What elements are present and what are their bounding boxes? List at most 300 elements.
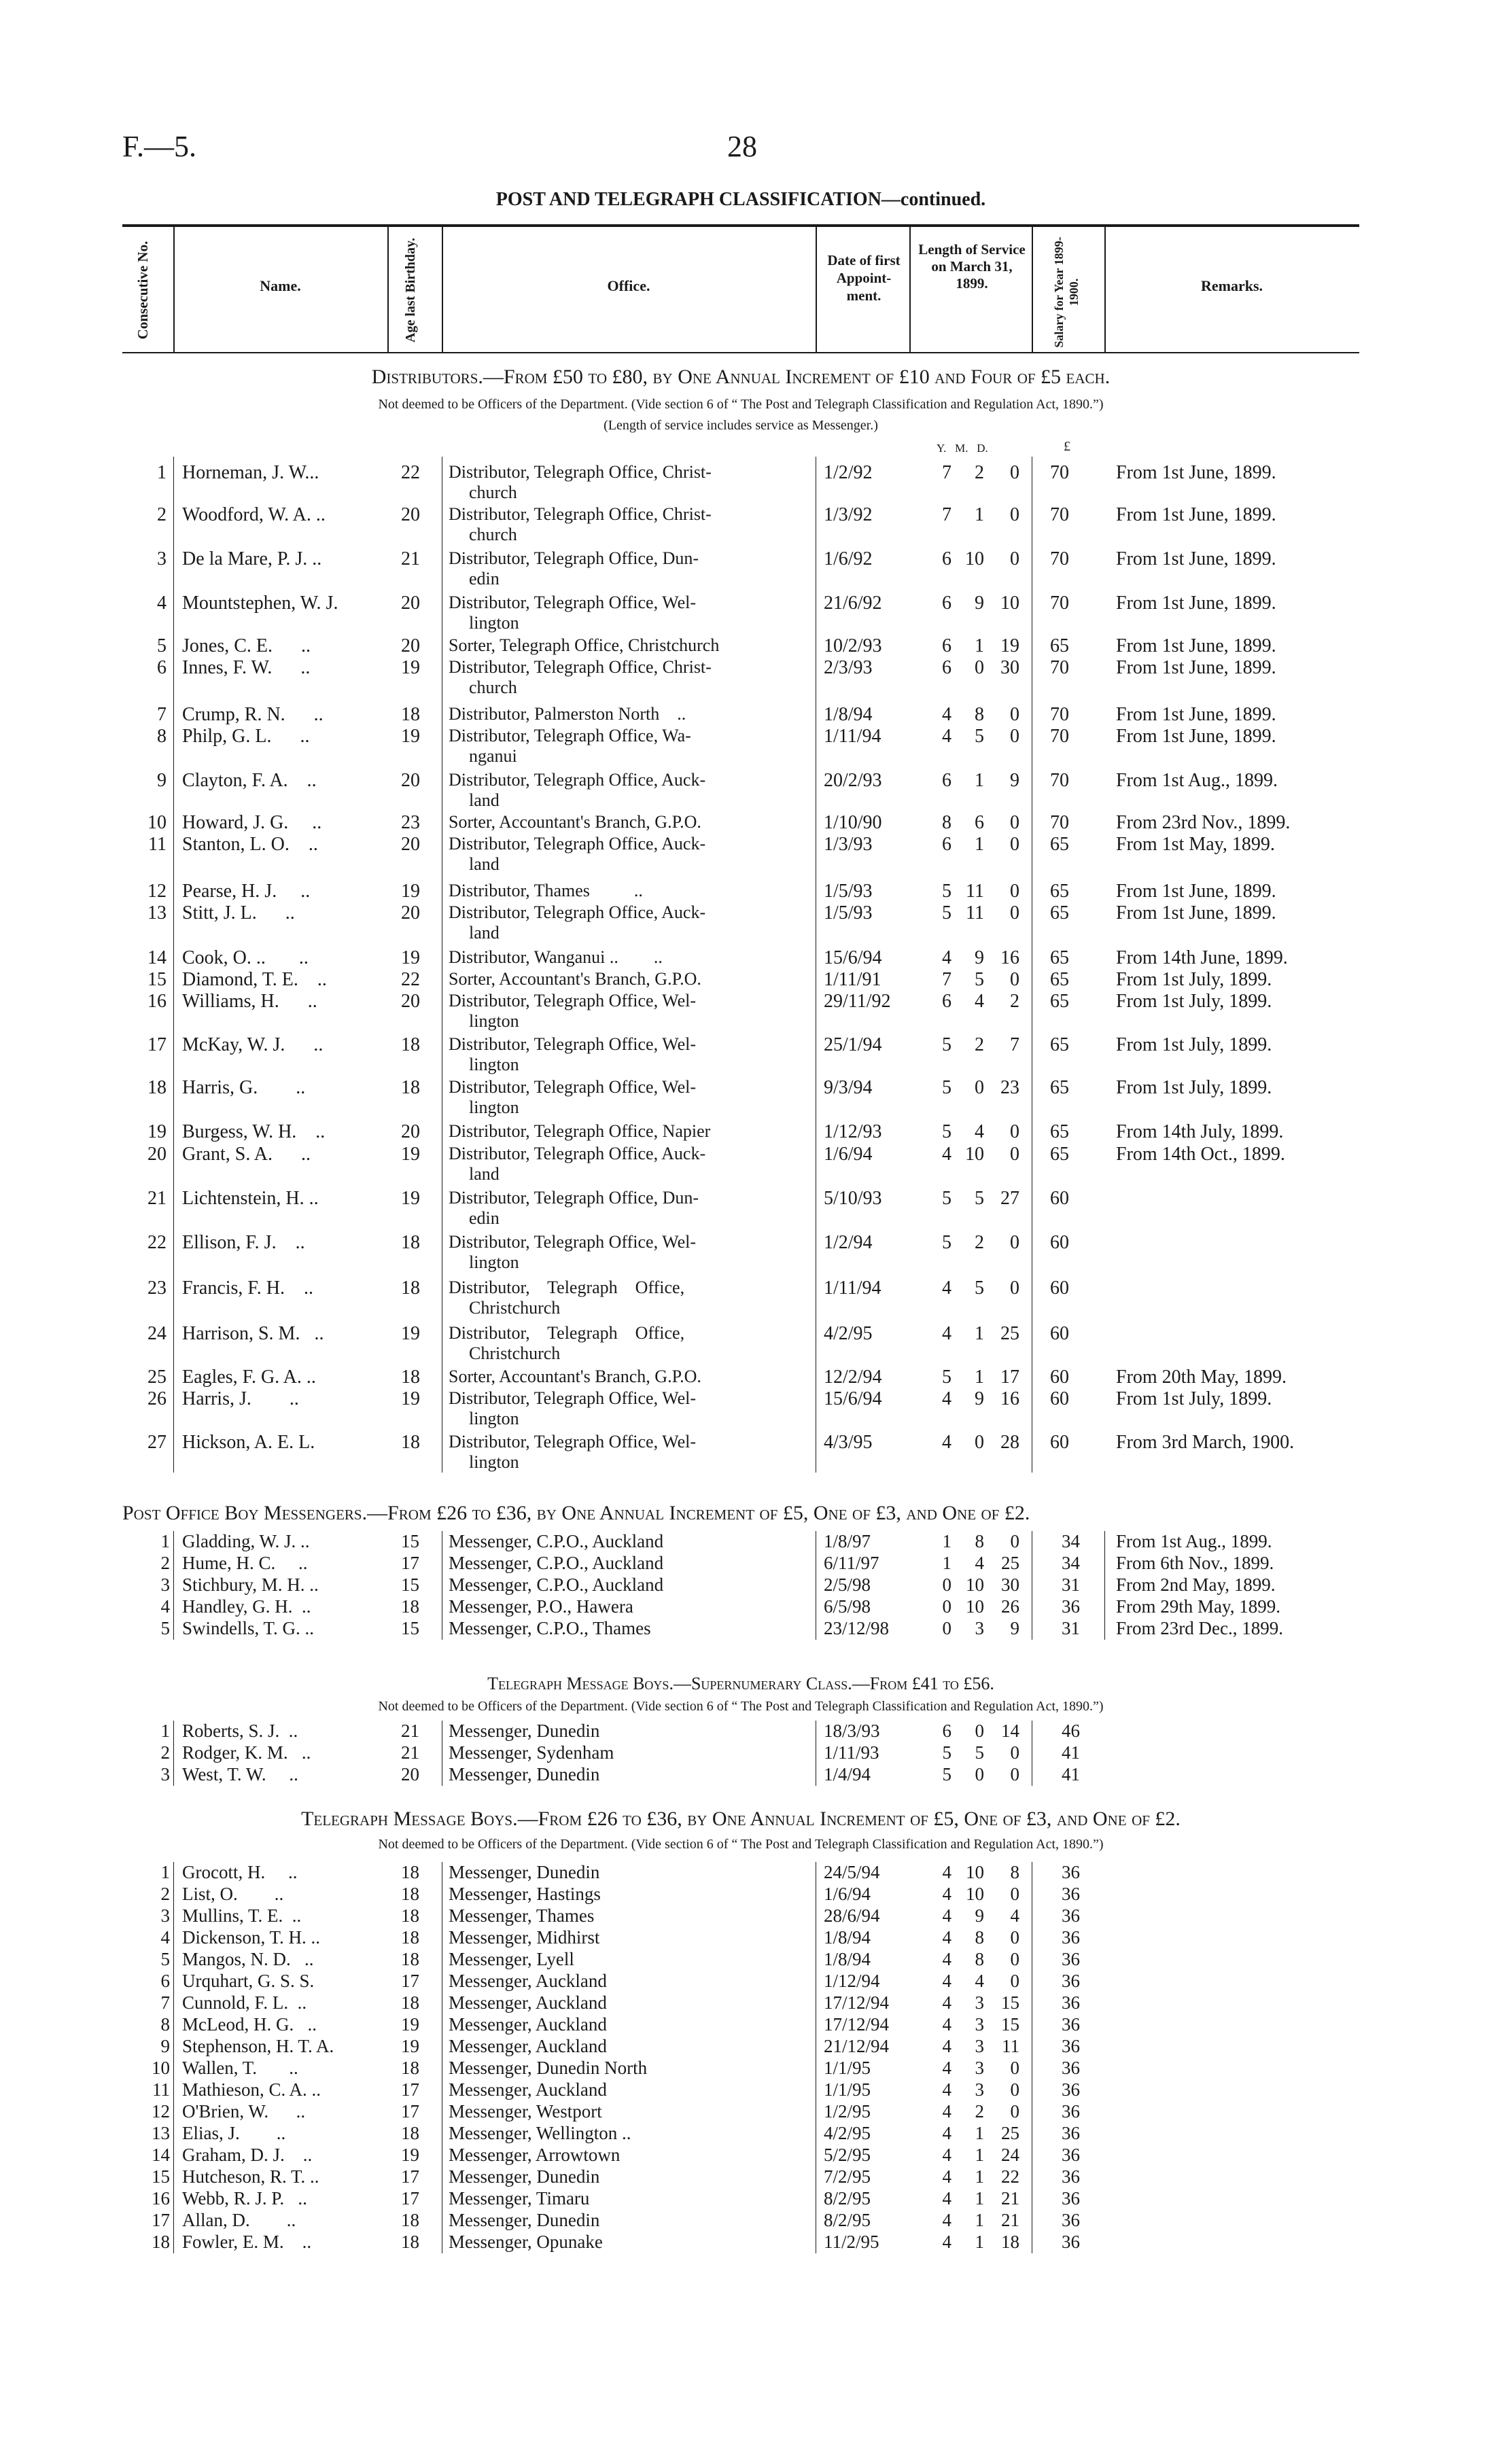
row-age: 18 [401, 1432, 420, 1453]
row-office: Distributor, Telegraph Office, Napier [449, 1121, 711, 1141]
row-years: 4 [942, 726, 951, 747]
row-name: Crump, R. N. .. [182, 704, 324, 725]
row-days: 8 [1010, 1862, 1019, 1882]
row-name: Cunnold, F. L. .. [182, 1992, 307, 2013]
row-years: 4 [942, 1432, 951, 1453]
row-salary: 36 [1062, 1971, 1080, 1991]
row-office: Distributor, Telegraph Office, Wel- [449, 1232, 696, 1252]
row-name: Stanton, L. O. .. [182, 834, 318, 855]
row-years: 5 [942, 1188, 951, 1209]
row-office: Messenger, Auckland [449, 2036, 607, 2056]
row-no: 22 [147, 1232, 167, 1253]
row-no: 1 [157, 462, 167, 483]
row-no: 13 [152, 2123, 170, 2143]
row-name: Grant, S. A. .. [182, 1144, 311, 1165]
row-date: 5/10/93 [824, 1188, 882, 1209]
row-years: 6 [942, 991, 951, 1012]
row-office-cont: land [469, 790, 500, 810]
row-no: 1 [160, 1531, 170, 1551]
row-date: 25/1/94 [824, 1034, 882, 1055]
row-no: 1 [160, 1862, 170, 1882]
row-age: 15 [401, 1618, 419, 1638]
row-date: 1/1/95 [824, 2058, 871, 2078]
row-no: 15 [152, 2166, 170, 2187]
row-years: 6 [942, 834, 951, 855]
row-name: Allan, D. .. [182, 2210, 296, 2230]
row-name: Handley, G. H. .. [182, 1596, 311, 1617]
row-office: Distributor, Telegraph Office, Dun- [449, 548, 699, 568]
row-years: 8 [942, 812, 951, 833]
row-name: Harrison, S. M. .. [182, 1323, 324, 1344]
row-office: Messenger, Auckland [449, 2014, 607, 2035]
row-office: Sorter, Accountant's Branch, G.P.O. [449, 812, 701, 832]
row-no: 12 [147, 881, 167, 902]
row-age: 18 [401, 1905, 419, 1926]
row-salary: 36 [1062, 1862, 1080, 1882]
row-date: 1/11/94 [824, 1278, 881, 1299]
row-no: 3 [160, 1764, 170, 1784]
row-salary: 60 [1050, 1432, 1069, 1453]
row-salary: 70 [1050, 770, 1069, 791]
header-no: Consecutive No. [135, 241, 151, 340]
row-salary: 41 [1062, 1742, 1080, 1763]
row-office: Distributor, Telegraph Office, Auck- [449, 834, 706, 853]
row-age: 23 [401, 812, 420, 833]
body-divider [173, 1721, 174, 1786]
row-no: 16 [152, 2188, 170, 2208]
row-date: 23/12/98 [824, 1618, 890, 1638]
row-months: 8 [975, 704, 984, 725]
row-days: 0 [1010, 2058, 1019, 2078]
row-name: Francis, F. H. .. [182, 1278, 313, 1299]
body-divider [173, 457, 174, 1473]
row-years: 4 [942, 1862, 951, 1882]
row-salary: 70 [1050, 726, 1069, 747]
row-years: 5 [942, 1742, 951, 1763]
row-date: 1/4/94 [824, 1764, 871, 1784]
row-salary: 46 [1062, 1721, 1080, 1741]
row-days: 0 [1010, 881, 1019, 902]
row-months: 10 [965, 548, 984, 569]
row-date: 6/11/97 [824, 1553, 879, 1573]
row-age: 19 [401, 2145, 419, 2165]
row-date: 4/2/95 [824, 1323, 873, 1344]
row-age: 15 [401, 1574, 419, 1595]
row-days: 0 [1010, 1232, 1019, 1253]
row-age: 17 [401, 2079, 419, 2100]
row-years: 4 [942, 2188, 951, 2208]
row-months: 9 [975, 1388, 984, 1409]
row-years: 4 [942, 2145, 951, 2165]
row-no: 14 [147, 947, 167, 968]
row-years: 7 [942, 504, 951, 525]
row-salary: 60 [1050, 1232, 1069, 1253]
row-years: 7 [942, 462, 951, 483]
row-age: 18 [401, 2123, 419, 2143]
row-office-cont: lington [469, 1097, 519, 1117]
row-salary: 36 [1062, 2101, 1080, 2122]
row-office: Distributor, Telegraph Office, Wa- [449, 726, 691, 745]
row-days: 15 [1001, 2014, 1019, 2035]
row-name: Gladding, W. J. .. [182, 1531, 310, 1551]
row-months: 8 [975, 1949, 984, 1969]
row-name: Stitt, J. L. .. [182, 902, 295, 923]
row-months: 4 [975, 1971, 984, 1991]
row-salary: 65 [1050, 991, 1069, 1012]
body-divider [1104, 1531, 1105, 1640]
row-remarks: From 1st Aug., 1899. [1116, 770, 1278, 791]
row-days: 21 [1001, 2188, 1019, 2208]
row-office: Messenger, Auckland [449, 2079, 607, 2100]
row-remarks: From 14th Oct., 1899. [1116, 1144, 1285, 1165]
row-age: 18 [401, 2210, 419, 2230]
row-years: 0 [942, 1596, 951, 1617]
row-date: 1/2/92 [824, 462, 873, 483]
row-name: Burgess, W. H. .. [182, 1121, 326, 1142]
row-no: 2 [160, 1742, 170, 1763]
body-divider [173, 1531, 174, 1640]
row-days: 0 [1010, 1884, 1019, 1904]
row-days: 4 [1010, 1905, 1019, 1926]
page-code: F.—5. [122, 130, 196, 163]
row-years: 4 [942, 704, 951, 725]
row-days: 0 [1010, 902, 1019, 923]
row-no: 3 [160, 1574, 170, 1595]
row-months: 1 [975, 834, 984, 855]
row-name: Mathieson, C. A. .. [182, 2079, 321, 2100]
row-office-cont: Christchurch [469, 1298, 561, 1318]
row-name: Mullins, T. E. .. [182, 1905, 302, 1926]
row-date: 5/2/95 [824, 2145, 871, 2165]
header-divider [1032, 227, 1033, 352]
row-years: 4 [942, 1905, 951, 1926]
row-age: 19 [401, 1388, 420, 1409]
row-remarks: From 1st June, 1899. [1116, 704, 1276, 725]
header-divider [387, 227, 389, 352]
row-remarks: From 3rd March, 1900. [1116, 1432, 1295, 1453]
row-name: McLeod, H. G. .. [182, 2014, 317, 2035]
row-days: 30 [1000, 657, 1019, 678]
row-salary: 70 [1050, 548, 1069, 569]
row-salary: 36 [1062, 1949, 1080, 1969]
row-age: 17 [401, 2166, 419, 2187]
row-age: 22 [401, 969, 420, 990]
row-months: 3 [975, 2036, 984, 2056]
row-office: Messenger, Wellington .. [449, 2123, 631, 2143]
supernumerary-heading: Telegraph Message Boys.—Supernumerary Class.—From £41 to £56. [487, 1674, 994, 1693]
row-days: 0 [1010, 812, 1019, 833]
row-salary: 65 [1050, 1077, 1069, 1098]
row-no: 24 [147, 1323, 167, 1344]
header-age: Age last Birthday. [403, 238, 418, 342]
row-days: 0 [1010, 2101, 1019, 2122]
row-months: 6 [975, 812, 984, 833]
row-months: 10 [966, 1884, 984, 1904]
row-remarks: From 1st June, 1899. [1116, 593, 1276, 614]
row-date: 1/3/93 [824, 834, 873, 855]
row-years: 4 [942, 2210, 951, 2230]
row-months: 0 [975, 1432, 984, 1453]
row-days: 26 [1001, 1596, 1019, 1617]
row-remarks: From 1st June, 1899. [1116, 504, 1276, 525]
row-office: Distributor, Thames .. [449, 881, 643, 900]
row-remarks: From 1st June, 1899. [1116, 881, 1276, 902]
header-divider [909, 227, 911, 352]
row-months: 3 [975, 1992, 984, 2013]
row-salary: 65 [1050, 834, 1069, 855]
row-years: 4 [942, 947, 951, 968]
row-days: 27 [1000, 1188, 1019, 1209]
row-years: 4 [942, 2101, 951, 2122]
row-salary: 65 [1050, 1144, 1069, 1165]
row-salary: 41 [1062, 1764, 1080, 1784]
row-remarks: From 1st July, 1899. [1116, 1034, 1272, 1055]
row-no: 2 [160, 1553, 170, 1573]
row-no: 11 [148, 834, 167, 855]
row-no: 16 [147, 991, 167, 1012]
row-date: 1/2/94 [824, 1232, 873, 1253]
row-name: Pearse, H. J. .. [182, 881, 311, 902]
row-date: 10/2/93 [824, 635, 882, 656]
row-name: Woodford, W. A. .. [182, 504, 326, 525]
row-office: Messenger, Dunedin North [449, 2058, 648, 2078]
row-age: 18 [401, 1278, 420, 1299]
row-years: 6 [942, 635, 951, 656]
row-age: 18 [401, 1596, 419, 1617]
row-days: 0 [1010, 1971, 1019, 1991]
row-no: 23 [147, 1278, 167, 1299]
row-days: 25 [1001, 1553, 1019, 1573]
row-name: Howard, J. G. .. [182, 812, 322, 833]
row-age: 20 [401, 902, 420, 923]
row-date: 15/6/94 [824, 947, 882, 968]
row-office: Messenger, Arrowtown [449, 2145, 621, 2165]
row-date: 1/8/94 [824, 704, 873, 725]
row-months: 1 [975, 635, 984, 656]
row-office: Distributor, Telegraph Office, Christ- [449, 462, 712, 482]
row-office-cont: lington [469, 613, 519, 633]
row-name: Swindells, T. G. .. [182, 1618, 315, 1638]
distributors-heading: Distributors.—From £50 to £80, by One Annual Increment of £10 and Four of £5 each. [371, 366, 1111, 388]
row-office: Messenger, Dunedin [449, 1721, 600, 1741]
row-days: 0 [1010, 969, 1019, 990]
row-days: 25 [1001, 2123, 1019, 2143]
row-days: 16 [1000, 1388, 1019, 1409]
row-office: Distributor, Telegraph Office, Dun- [449, 1188, 699, 1208]
row-months: 2 [975, 1232, 984, 1253]
header-name: Name. [260, 277, 301, 294]
row-months: 4 [975, 1553, 984, 1573]
row-days: 22 [1001, 2166, 1019, 2187]
row-age: 19 [401, 1188, 420, 1209]
row-office: Messenger, Lyell [449, 1949, 574, 1969]
row-salary: 65 [1050, 1121, 1069, 1142]
row-years: 4 [942, 2123, 951, 2143]
row-age: 18 [401, 1034, 420, 1055]
row-office-cont: lington [469, 1011, 519, 1031]
row-months: 1 [975, 2188, 984, 2208]
row-age: 21 [401, 1742, 419, 1763]
row-salary: 70 [1050, 812, 1069, 833]
row-name: Urquhart, G. S. S. [182, 1971, 315, 1991]
row-no: 10 [152, 2058, 170, 2078]
row-salary: 36 [1062, 1884, 1080, 1904]
row-age: 20 [401, 834, 420, 855]
row-years: 5 [942, 1077, 951, 1098]
row-age: 17 [401, 2188, 419, 2208]
row-salary: 60 [1050, 1188, 1069, 1209]
row-years: 4 [942, 1971, 951, 1991]
row-remarks: From 1st June, 1899. [1116, 635, 1276, 656]
row-salary: 70 [1050, 593, 1069, 614]
row-name: Mountstephen, W. J. [182, 593, 338, 614]
row-office: Sorter, Accountant's Branch, G.P.O. [449, 1367, 701, 1386]
row-date: 1/6/94 [824, 1144, 873, 1165]
row-remarks: From 29th May, 1899. [1116, 1596, 1280, 1617]
row-years: 4 [942, 1388, 951, 1409]
row-date: 17/12/94 [824, 1992, 890, 2013]
row-age: 19 [401, 1144, 420, 1165]
row-name: List, O. .. [182, 1884, 284, 1904]
row-months: 2 [975, 2101, 984, 2122]
row-no: 19 [147, 1121, 167, 1142]
row-months: 0 [975, 1764, 984, 1784]
row-salary: 60 [1050, 1323, 1069, 1344]
row-days: 19 [1000, 635, 1019, 656]
row-months: 8 [975, 1927, 984, 1948]
row-years: 4 [942, 1949, 951, 1969]
row-name: Hutcheson, R. T. .. [182, 2166, 319, 2187]
row-years: 4 [942, 2232, 951, 2252]
row-days: 17 [1000, 1367, 1019, 1388]
row-remarks: From 1st June, 1899. [1116, 548, 1276, 569]
row-months: 9 [975, 947, 984, 968]
row-office-cont: lington [469, 1409, 519, 1428]
row-years: 5 [942, 881, 951, 902]
row-months: 4 [975, 1121, 984, 1142]
row-office: Messenger, Auckland [449, 1971, 607, 1991]
row-days: 0 [1010, 1949, 1019, 1969]
row-date: 1/5/93 [824, 881, 873, 902]
row-years: 1 [942, 1553, 951, 1573]
header-bottom-rule [122, 352, 1359, 353]
row-no: 21 [147, 1188, 167, 1209]
row-no: 9 [160, 2036, 170, 2056]
row-salary: 36 [1062, 2058, 1080, 2078]
row-date: 1/2/95 [824, 2101, 871, 2122]
row-office: Sorter, Accountant's Branch, G.P.O. [449, 969, 701, 989]
row-months: 5 [975, 726, 984, 747]
row-years: 0 [942, 1618, 951, 1638]
row-months: 5 [975, 969, 984, 990]
row-office: Distributor, Telegraph Office, Auck- [449, 902, 706, 922]
row-days: 15 [1001, 1992, 1019, 2013]
row-salary: 70 [1050, 704, 1069, 725]
row-no: 27 [147, 1432, 167, 1453]
row-name: Grocott, H. .. [182, 1862, 298, 1882]
row-years: 4 [942, 2014, 951, 2035]
row-date: 8/2/95 [824, 2210, 871, 2230]
row-days: 0 [1010, 462, 1019, 483]
row-years: 0 [942, 1574, 951, 1595]
row-office-cont: edin [469, 1208, 500, 1228]
row-office: Distributor, Telegraph Office, Wel- [449, 593, 696, 612]
row-months: 0 [975, 657, 984, 678]
row-age: 20 [401, 593, 420, 614]
header-remarks: Remarks. [1200, 277, 1263, 294]
row-date: 20/2/93 [824, 770, 882, 791]
row-days: 18 [1001, 2232, 1019, 2252]
header-office: Office. [607, 277, 650, 294]
row-days: 2 [1010, 991, 1019, 1012]
row-days: 0 [1010, 1278, 1019, 1299]
row-no: 7 [160, 1992, 170, 2013]
row-months: 11 [966, 881, 984, 902]
row-remarks: From 23rd Nov., 1899. [1116, 812, 1291, 833]
row-salary: 34 [1062, 1553, 1080, 1573]
row-remarks: From 1st July, 1899. [1116, 1077, 1272, 1098]
row-salary: 65 [1050, 881, 1069, 902]
header-salary: Salary for Year 1899-1900. [1052, 236, 1081, 348]
row-office: Messenger, Opunake [449, 2232, 603, 2252]
row-office-cont: land [469, 1164, 500, 1184]
row-days: 0 [1010, 1144, 1019, 1165]
row-office: Sorter, Telegraph Office, Christchurch [449, 635, 720, 655]
row-office: Distributor, Telegraph Office, Wel- [449, 991, 696, 1010]
row-office-cont: church [469, 525, 517, 544]
row-salary: 36 [1062, 2166, 1080, 2187]
row-office: Messenger, Thames [449, 1905, 595, 1926]
row-no: 2 [160, 1884, 170, 1904]
row-age: 18 [401, 1862, 419, 1882]
units-pound: £ [1064, 439, 1070, 454]
row-remarks: From 2nd May, 1899. [1116, 1574, 1276, 1595]
row-age: 19 [401, 2014, 419, 2035]
row-date: 28/6/94 [824, 1905, 880, 1926]
row-date: 1/5/93 [824, 902, 873, 923]
row-age: 21 [401, 1721, 419, 1741]
row-years: 4 [942, 2058, 951, 2078]
row-salary: 36 [1062, 2079, 1080, 2100]
row-days: 0 [1010, 2079, 1019, 2100]
row-years: 4 [942, 2166, 951, 2187]
row-age: 17 [401, 2101, 419, 2122]
row-age: 18 [401, 1949, 419, 1969]
row-days: 11 [1002, 2036, 1019, 2056]
row-date: 9/3/94 [824, 1077, 873, 1098]
row-office: Distributor, Telegraph Office, [449, 1323, 685, 1343]
row-name: Mangos, N. D. .. [182, 1949, 314, 1969]
row-days: 30 [1001, 1574, 1019, 1595]
row-months: 5 [975, 1188, 984, 1209]
row-office: Distributor, Palmerston North .. [449, 704, 686, 724]
row-no: 11 [152, 2079, 170, 2100]
row-office: Distributor, Telegraph Office, [449, 1278, 685, 1297]
row-no: 9 [157, 770, 167, 791]
row-no: 1 [160, 1721, 170, 1741]
row-name: Lichtenstein, H. .. [182, 1188, 319, 1209]
row-months: 10 [966, 1862, 984, 1882]
row-remarks: From 1st July, 1899. [1116, 1388, 1272, 1409]
row-days: 28 [1000, 1432, 1019, 1453]
row-no: 20 [147, 1144, 167, 1165]
row-salary: 31 [1062, 1574, 1080, 1595]
row-salary: 36 [1062, 2145, 1080, 2165]
row-months: 11 [966, 902, 984, 923]
row-name: McKay, W. J. .. [182, 1034, 324, 1055]
row-office: Messenger, P.O., Hawera [449, 1596, 633, 1617]
row-days: 24 [1001, 2145, 1019, 2165]
